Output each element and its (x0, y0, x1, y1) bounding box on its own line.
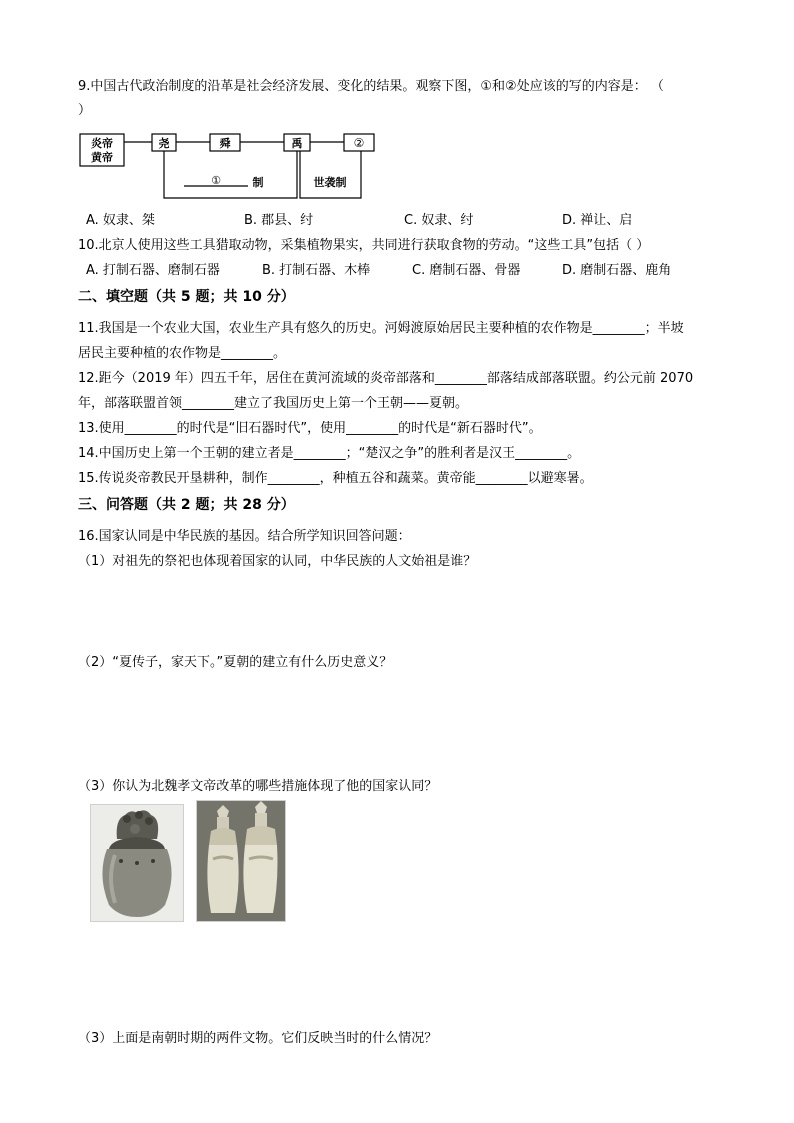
q10-option-a[interactable]: A. 打制石器、磨制石器 (86, 263, 220, 278)
jar-image (91, 805, 183, 921)
q12-line1: 12.距今（2019 年）四五千年，居住在黄河流域的炎帝部落和________部落结成部落联盟。约公元前 2070 (78, 371, 694, 386)
q9-option-d[interactable]: D. 禅让、启 (562, 213, 633, 228)
q11-line2: 居民主要种植的农作物是________。 (78, 346, 287, 361)
diagram-text-2: ② (353, 136, 365, 150)
diagram-text-huangdi: 黄帝 (91, 151, 113, 164)
diagram-label-1: ① (211, 174, 221, 187)
q9-option-c[interactable]: C. 奴隶、纣 (404, 213, 474, 228)
q10-option-b[interactable]: B. 打制石器、木棒 (262, 263, 371, 278)
q9-stem-line2: ） (78, 103, 92, 118)
q9-option-a[interactable]: A. 奴隶、桀 (86, 213, 155, 228)
q16-sub2: （2）“夏传子，家天下。”夏朝的建立有什么历史意义？ (78, 655, 393, 670)
q9-option-b[interactable]: B. 郡县、纣 (244, 213, 314, 228)
q12-line2: 年，部落联盟首领________建立了我国历史上第一个王朝——夏朝。 (78, 396, 469, 411)
q16-sub4: （3）上面是南朝时期的两件文物。它们反映当时的什么情况？ (78, 1031, 438, 1046)
section3-title: 三、问答题（共 2 题；共 28 分） (78, 497, 295, 513)
q16-stem: 16.国家认同是中华民族的基因。结合所学知识回答问题： (78, 529, 411, 544)
diagram-text-yao: 尧 (158, 137, 170, 150)
diagram-text-yu: 禹 (291, 137, 303, 150)
q14-line: 14.中国历史上第一个王朝的建立者是________；“楚汉之争”的胜利者是汉王________。 (78, 446, 581, 461)
diagram-label-shixi: 世袭制 (313, 176, 347, 189)
q15-line: 15.传说炎帝教民开垦耕种，制作________，种植五谷和蔬菜。黄帝能________以避寒暑。 (78, 471, 593, 486)
q9-diagram (78, 128, 398, 204)
vases-image (197, 801, 285, 921)
q11-line1: 11.我国是一个农业大国，农业生产具有悠久的历史。河姆渡原始居民主要种植的农作物是________；半坡 (78, 321, 684, 336)
artifact-photo-vases (196, 800, 286, 922)
q16-sub3: （3）你认为北魏孝文帝改革的哪些措施体现了他的国家认同？ (78, 779, 438, 794)
artifact-photo-jar (90, 804, 184, 922)
diagram-label-zhi: 制 (252, 176, 264, 189)
q10-option-c[interactable]: C. 磨制石器、骨器 (412, 263, 521, 278)
diagram-text-yandi: 炎帝 (91, 137, 113, 150)
q10-option-d[interactable]: D. 磨制石器、鹿角 (562, 263, 672, 278)
q10-stem: 10.北京人使用这些工具猎取动物，采集植物果实，共同进行获取食物的劳动。“这些工具”包括（ ） (78, 238, 650, 253)
q9-stem-line1: 9.中国古代政治制度的沿革是社会经济发展、变化的结果。观察下图，①和②处应该的写的内容是： （ (78, 79, 664, 94)
q16-sub1: （1）对祖先的祭祀也体现着国家的认同，中华民族的人文始祖是谁？ (78, 554, 477, 569)
q13-line: 13.使用________的时代是“旧石器时代”，使用________的时代是“新石器时代”。 (78, 421, 542, 436)
diagram-text-shun: 舜 (219, 137, 231, 150)
section2-title: 二、填空题（共 5 题；共 10 分） (78, 289, 295, 305)
